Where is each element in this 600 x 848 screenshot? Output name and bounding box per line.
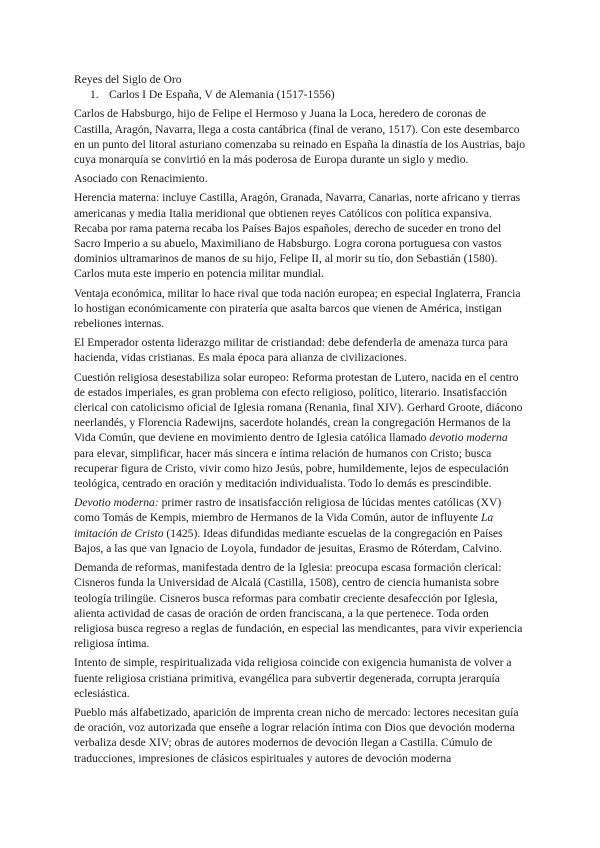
paragraph: Carlos de Habsburgo, hijo de Felipe el Hermoso y Juana la Loca, heredero de coronas de Castilla, Aragón, Navarra, llega a costa cantábrica (final de verano, 1517). Con este desembarco en un punto del litoral asturiano comenzaba su reinado en España la dinastía de los Austrias, bajo cuya monarquía se convirtió en la más poderosa de Europa durante un siglo y medio. xyxy=(74,107,526,167)
document-body xyxy=(74,72,526,770)
paragraph: Asociado con Renacimiento. xyxy=(74,172,208,186)
paragraph: El Emperador ostenta liderazgo militar de cristiandad: debe defenderla de amenaza turca para hacienda, vidas cristianas. Es mala época para alianza de civilizaciones. xyxy=(74,336,508,365)
heading-text: Carlos I De España, V de Alemania (1517-1556) xyxy=(109,88,335,102)
paragraph: Intento de simple, respiritualizada vida religiosa coincide con exigencia humanista de volver a fuente religiosa cristiana primitiva, evangélica para subvertir degenerada, corrupta jerarquía eclesiástica. xyxy=(74,656,512,700)
italic-book-title: La imitación de Cristo xyxy=(74,511,494,540)
section-heading xyxy=(74,87,526,102)
italic-term: devotio moderna xyxy=(429,431,508,445)
paragraph: Ventaja económica, militar lo hace rival que toda nación europea; en especial Inglaterra, Francia lo hostigan económicamente con piratería que asalta barcos que vienen de América, instigan rebeliones internas. xyxy=(74,286,521,331)
paragraph: Demanda de reformas, manifestada dentro de la Iglesia: preocupa escasa formación clerical: Cisneros funda la Universidad de Alcalá (Castilla, 1508), centro de ciencia humanista sobre teología trilingüe. Cisneros busca reformas para combatir creciente desafección por Iglesia, alienta actividad de casas de oración de orden franciscana, a la que pertenece. Toda orden religiosa busca regreso a reglas de fundación, en especial las mendicantes, para vivir experiencia religiosa íntima. xyxy=(74,561,523,651)
document-title: Reyes del Siglo de Oro xyxy=(74,73,182,86)
paragraph: Devotio moderna: primer rastro de insatisfacción religiosa de lúcidas mentes católicas (XV) como Tomás de Kempis, miembro de Hermanos de la Vida Común, autor de influyente La imitación de Cristo (1425). Ideas difundidas mediante escuelas de la congregación en Países Bajos, a las que van Ignacio de Loyola, fundador de jesuitas, Erasmo de Róterdam, Calvino. xyxy=(74,496,503,555)
paragraph: Cuestión religiosa desestabiliza solar europeo: Reforma protestan de Lutero, nacida en el centro de estados imperiales, es gran problema con efecto religioso, político, literario. Insatisfacción clerical con catolicismo oficial de Iglesia romana (Renania, final XIV). Gerhard Groote, diácono neerlandés, y Florencia Radewijns, sacerdote holandés, crean la congregación Hermanos de la Vida Común, que deviene en movimiento dentro de Iglesia católica llamado devotio moderna para elevar, simplificar, hacer más sincera e íntima relación de humanos con Cristo; busca recuperar figura de Cristo, vivir como hizo Jesús, pobre, humildemente, lejos de especulación teológica, centrado en oración y meditación individualista. Todo lo demás es prescindible. xyxy=(74,370,523,491)
heading-number: 1. xyxy=(90,88,99,102)
italic-term: Devotio moderna: xyxy=(74,496,159,510)
paragraph: Pueblo más alfabetizado, aparición de imprenta crean nicho de mercado: lectores necesitan guía de oración, voz autorizada que enseñe a lograr relación íntima con Dios que devoción moderna verbaliza desde XIV; obras de autores modernos de devoción llegan a Castilla. Cúmulo de traducciones, impresiones de clásicos espirituales y autores de devoción moderna xyxy=(74,705,519,765)
paragraph: Herencia materna: incluye Castilla, Aragón, Granada, Navarra, Canarias, norte africano y tierras americanas y media Italia meridional que obtienen reyes Católicos con política expansiva. Recaba por rama paterna recaba los Países Bajos españoles, derecho de suceder en trono del Sacro Imperio a su abuelo, Maximiliano de Habsburgo. Logra corona portuguesa con vastos dominios ultramarinos de manos de su hijo, Felipe II, al morir su tío, don Sebastián (1580). Carlos muta este imperio en potencia militar mundial. xyxy=(74,191,521,281)
